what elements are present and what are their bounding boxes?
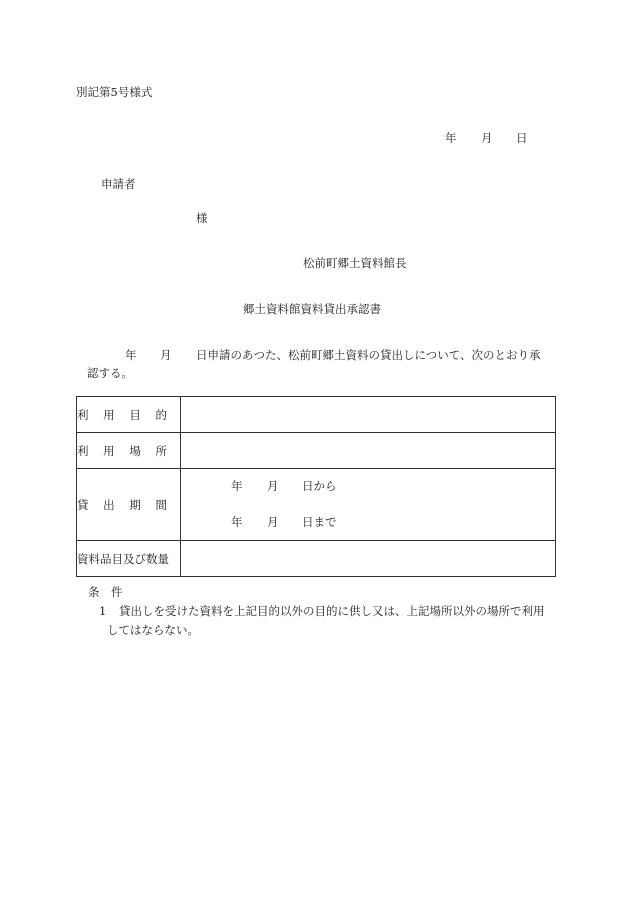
document-title: 郷土資料館資料貸出承認書 — [243, 302, 381, 316]
table-row-period — [77, 469, 556, 541]
purpose-label-char: 目 — [129, 407, 141, 422]
period-to-month: 月 — [267, 514, 279, 529]
condition-1-number: 1 — [99, 604, 107, 618]
place-label-char: 場 — [129, 443, 141, 458]
honorific: 様 — [196, 211, 208, 225]
purpose-label-char: 利 — [77, 407, 89, 422]
period-from-year: 年 — [231, 478, 243, 493]
date-year: 年 — [445, 131, 457, 145]
place-value-cell[interactable] — [181, 433, 556, 469]
body-year: 年 — [125, 348, 137, 362]
period-to-day: 日まで — [302, 514, 337, 529]
period-from — [181, 478, 555, 492]
applicant-label: 申請者 — [101, 177, 136, 191]
period-label — [77, 469, 181, 541]
place-label-char: 所 — [155, 443, 167, 458]
conditions-heading: 条 件 — [88, 585, 123, 599]
period-label-char: 貸 — [77, 497, 89, 512]
body-line1: 日申請のあつた、松前町郷土資料の貸出しについて、次のとおり承 — [196, 348, 541, 362]
place-label-char: 用 — [103, 443, 115, 458]
purpose-value-cell[interactable] — [181, 397, 556, 433]
condition-1-text: 貸出しを受けた資料を上記目的以外の目的に供し又は、上記場所以外の場所で利用 — [119, 604, 545, 618]
purpose-label-char: 的 — [155, 407, 167, 422]
date-day: 日 — [516, 131, 528, 145]
period-from-month: 月 — [267, 478, 279, 493]
date-month: 月 — [481, 131, 493, 145]
period-label-char: 期 — [129, 497, 141, 512]
loan-details-table — [76, 396, 556, 577]
period-value-cell[interactable] — [181, 469, 556, 541]
body-month: 月 — [160, 348, 172, 362]
items-label — [77, 541, 181, 577]
items-value-cell[interactable] — [181, 541, 556, 577]
period-label-char: 間 — [155, 497, 167, 512]
table-row-items — [77, 541, 556, 577]
table-row-place — [77, 433, 556, 469]
period-to-year: 年 — [231, 514, 243, 529]
place-label — [77, 433, 181, 469]
body-line2: 認する。 — [87, 366, 133, 380]
period-from-day: 日から — [302, 478, 337, 493]
purpose-label-char: 用 — [103, 407, 115, 422]
period-to — [181, 514, 555, 528]
purpose-label — [77, 397, 181, 433]
issuer: 松前町郷土資料館長 — [303, 256, 407, 270]
items-label-text: 資料品目及び数量 — [77, 551, 169, 566]
period-label-char: 出 — [103, 497, 115, 512]
table-row-purpose — [77, 397, 556, 433]
place-label-char: 利 — [77, 443, 89, 458]
form-number: 別記第5号様式 — [76, 85, 153, 99]
condition-1-text-cont: してはならない。 — [107, 623, 199, 637]
